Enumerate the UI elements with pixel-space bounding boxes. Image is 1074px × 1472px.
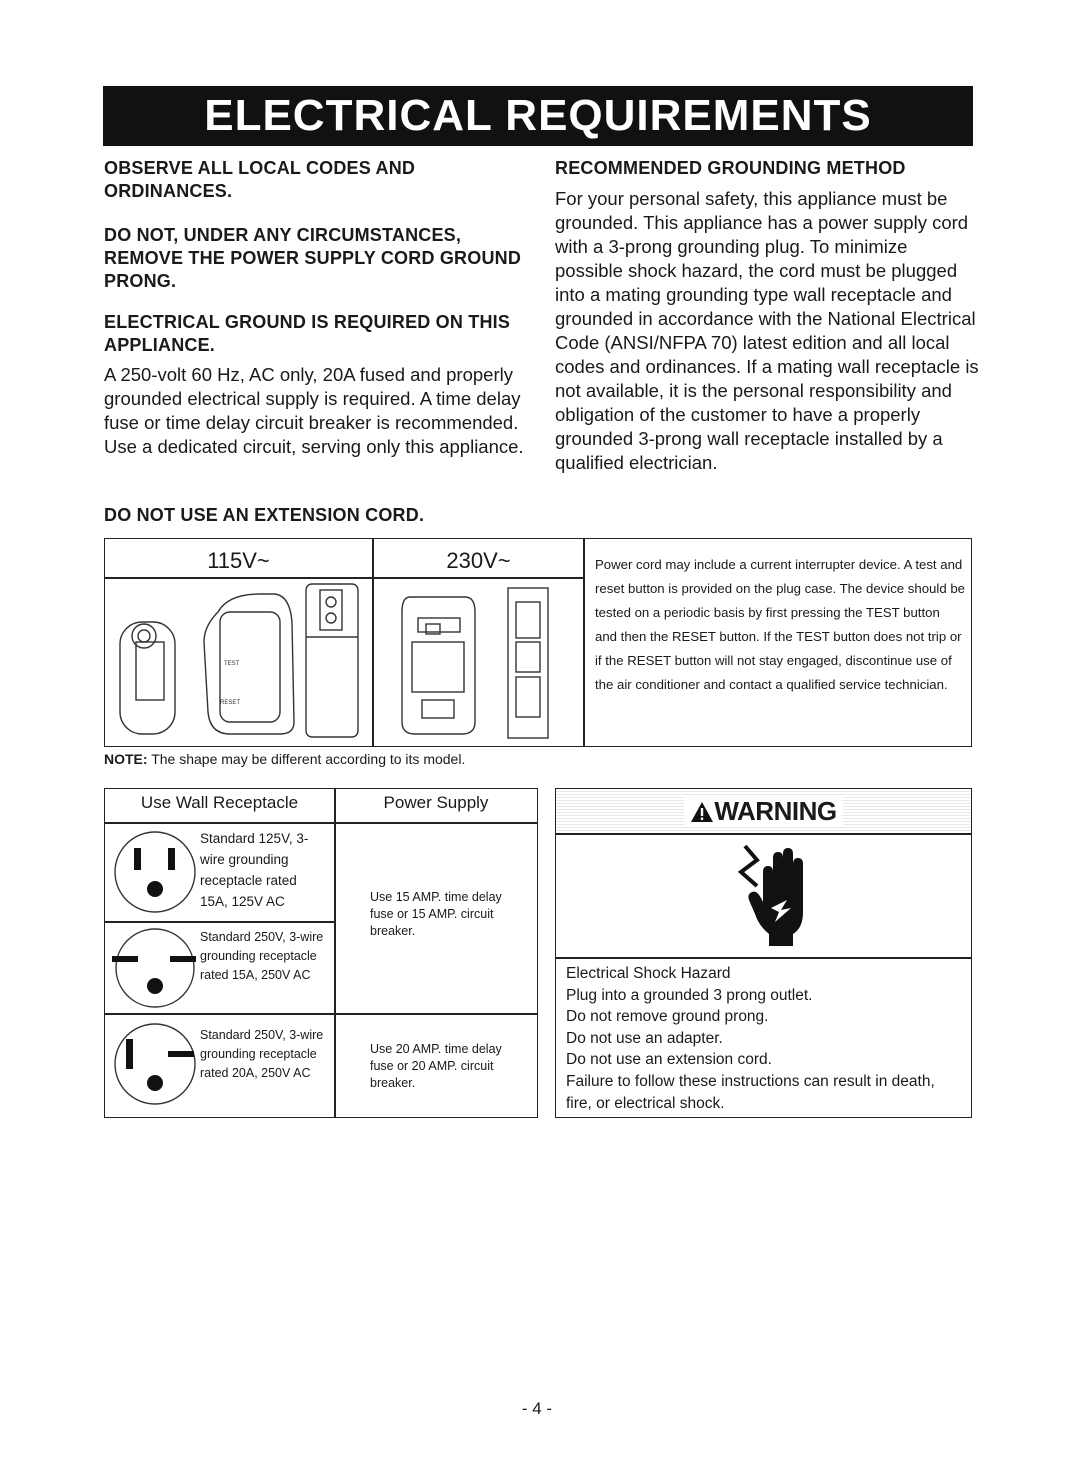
warning-line: Plug into a grounded 3 prong outlet. (566, 986, 813, 1004)
plug-230v-illustration (380, 582, 580, 742)
supply-20a-text: Use 20 AMP. time delay fuse or 20 AMP. circuit breaker. (370, 1042, 502, 1090)
receptacle-125v-desc: Standard 125V, 3-wire grounding receptacle rated 15A, 125V AC (200, 831, 309, 909)
heading-ground-prong: DO NOT, UNDER ANY CIRCUMSTANCES, REMOVE THE POWER SUPPLY CORD GROUND PRONG. (104, 225, 522, 291)
warning-title: WARNING (556, 796, 971, 827)
receptacle-250v-20a-desc: Standard 250V, 3-wire grounding receptacle rated 20A, 250V AC (200, 1028, 324, 1080)
heading-no-extension-cord: DO NOT USE AN EXTENSION CORD. (104, 505, 425, 525)
heading-observe-codes: OBSERVE ALL LOCAL CODES AND ORDINANCES. (104, 158, 416, 201)
voltage-230-label: 230V~ (446, 548, 511, 573)
warning-line: Do not remove ground prong. (566, 1008, 769, 1026)
header-power-supply: Power Supply (383, 793, 489, 812)
receptacle-125v-icon (112, 829, 198, 915)
test-label: TEST (224, 661, 240, 667)
grounding-method-text: For your personal safety, this appliance must be grounded. This appliance has a power supply cord with a 3-prong grounding plug. To minimize possible shock hazard, the cord must be plugged into a mating grounding type wall receptacle and grounded in accordance with the National Electrical Code (ANSI/NFPA 70) latest edition and all local codes and ordinances. If a mating wall receptacle is not available, it is the personal responsibility and obligation of the customer to have a properly grounded 3-prong wall receptacle installed by a qualified electrician. (555, 188, 979, 473)
note-label: NOTE: (104, 751, 148, 767)
warning-line: Failure to follow these instructions can result in death, fire, or electrical shock. (566, 1072, 935, 1112)
heading-grounding-method: RECOMMENDED GROUNDING METHOD (555, 158, 906, 178)
receptacle-250v-15a-icon (112, 926, 198, 1010)
receptacle-250v-20a-icon (112, 1021, 198, 1107)
reset-label: RESET (220, 700, 241, 706)
note-text: The shape may be different according to its model. (151, 751, 466, 767)
receptacle-250v-15a-desc: Standard 250V, 3-wire grounding receptacle rated 15A, 250V AC (200, 930, 324, 982)
supply-requirements-text: A 250-volt 60 Hz, AC only, 20A fused and properly grounded electrical supply is required. A time delay fuse or time delay circuit breaker is recommended. Use a dedicated circuit, serving only this appliance. (104, 364, 524, 457)
page-number: - 4 - (521, 1399, 553, 1418)
warning-line: Do not use an extension cord. (566, 1051, 772, 1069)
shape-note (104, 751, 465, 767)
warning-triangle-icon (690, 801, 714, 823)
plug-115v-illustration (110, 582, 368, 742)
header-wall-receptacle: Use Wall Receptacle (140, 793, 299, 812)
voltage-115-label: 115V~ (207, 548, 270, 573)
page-title: ELECTRICAL REQUIREMENTS (103, 86, 973, 146)
heading-ground-required: ELECTRICAL GROUND IS REQUIRED ON THIS APPLIANCE. (104, 312, 511, 355)
warning-line: Electrical Shock Hazard (566, 965, 731, 982)
warning-line: Do not use an adapter. (566, 1029, 723, 1047)
electric-shock-hand-icon (735, 842, 815, 950)
supply-15a-text: Use 15 AMP. time delay fuse or 15 AMP. circuit breaker. (370, 890, 502, 938)
warning-text (566, 963, 961, 1114)
interrupter-description: Power cord may include a current interrupter device. A test and reset button is provided on the plug case. The device should be tested on a periodic basis by first pressing the TEST button and then the RESET button. If the TEST button does not trip or if the RESET button will not stay engaged, discontinue use of the air conditioner and contact a qualified service technician. (595, 557, 965, 692)
